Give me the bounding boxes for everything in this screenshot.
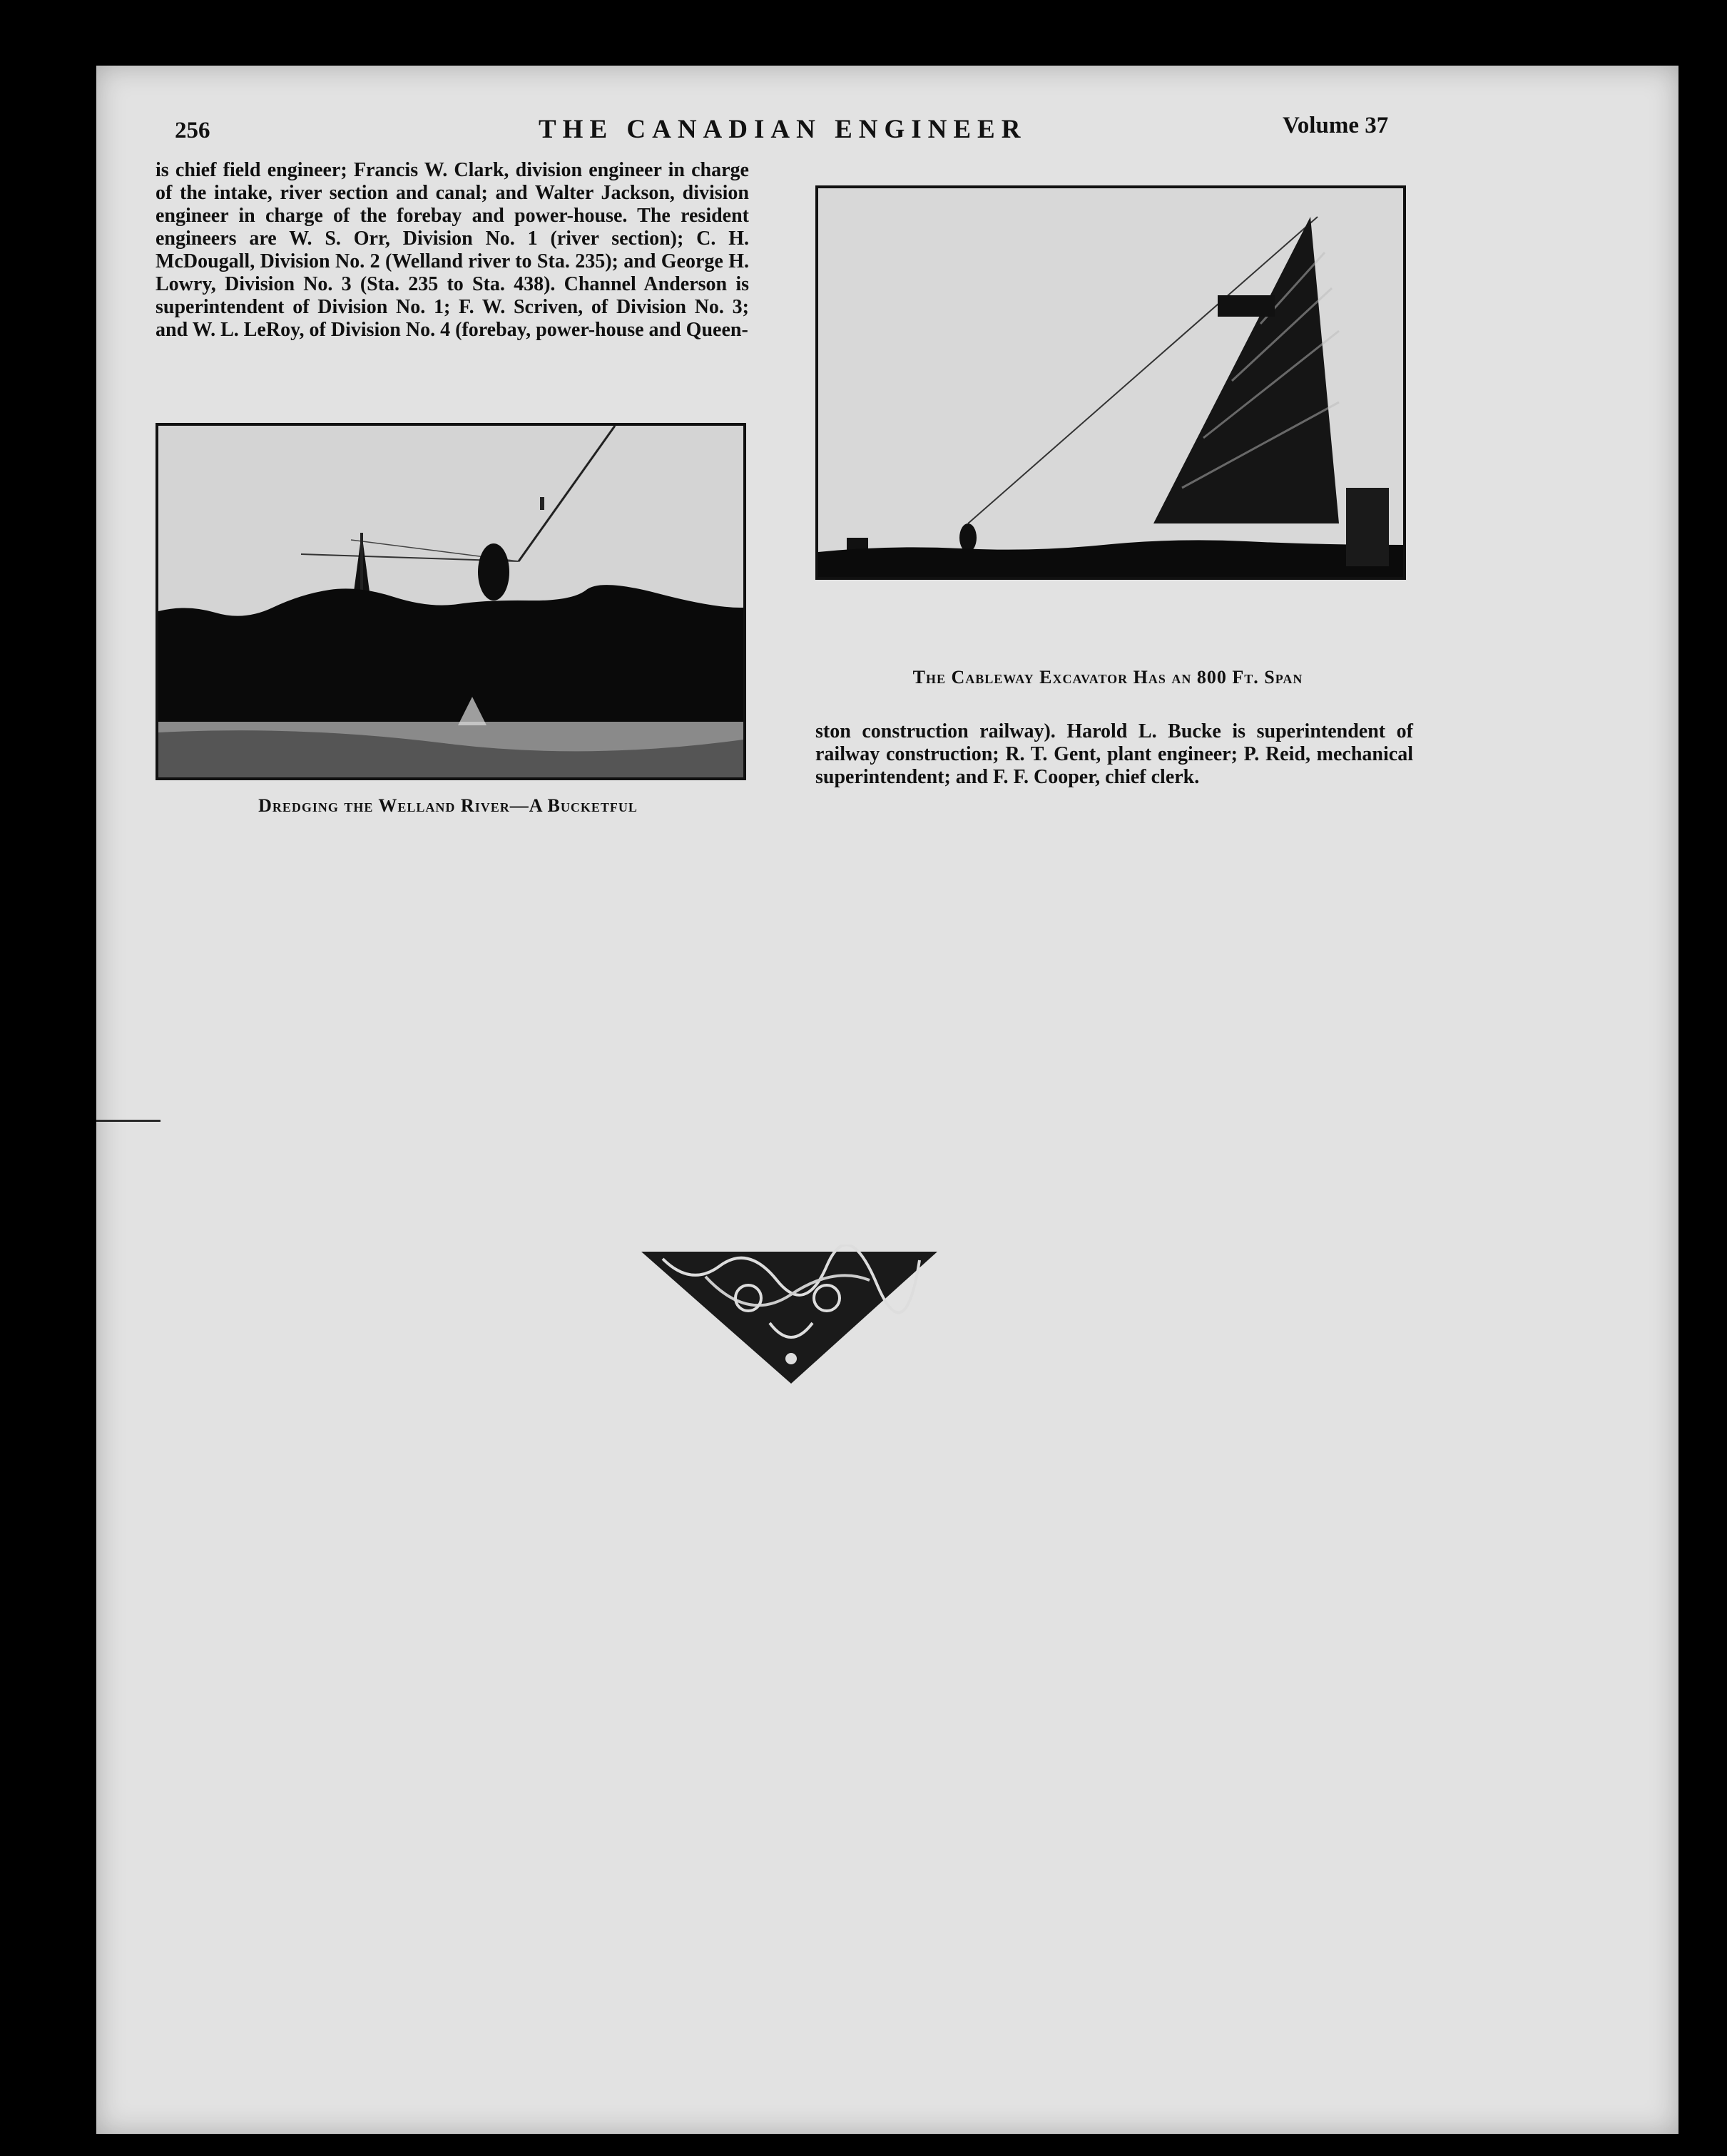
body-paragraph-left: is chief field engineer; Francis W. Clark, division engineer in charge of the intake, river section and canal; and Walter Jackson, division engineer in charge of the forebay and power-house. The resident engineers are W. S. Orr, Division No. 1 (river section); C. H. McDougall, Division No. 2 (Welland river to Sta. 235); and George H. Lowry, Division No. 3 (Sta. 235 to Sta. 438). Channel Anderson is superintendent of Division No. 1; F. W. Scriven, of Division No. 3; and W. L. LeRoy, of Division No. 4 (forebay, power-house and Queen- — [156, 159, 749, 341]
cableway-caption: The Cableway Excavator Has an 800 Ft. Span — [912, 667, 1303, 688]
journal-title: THE CANADIAN ENGINEER — [539, 115, 1027, 144]
volume-label: Volume 37 — [1283, 113, 1389, 138]
cableway-photo — [815, 185, 1406, 580]
decorative-ornament-icon — [641, 1245, 937, 1387]
margin-rule — [96, 1120, 161, 1122]
dredging-caption: Dredging the Welland River—A Bucketful — [258, 795, 638, 816]
dredging-photo — [156, 423, 746, 780]
body-paragraph-right: ston construction railway). Harold L. Bucke is superintendent of railway construction; R. T. Gent, plant engineer; P. Reid, mechanical superintendent; and F. F. Cooper, chief clerk. — [815, 720, 1413, 788]
page-number: 256 — [175, 118, 210, 143]
